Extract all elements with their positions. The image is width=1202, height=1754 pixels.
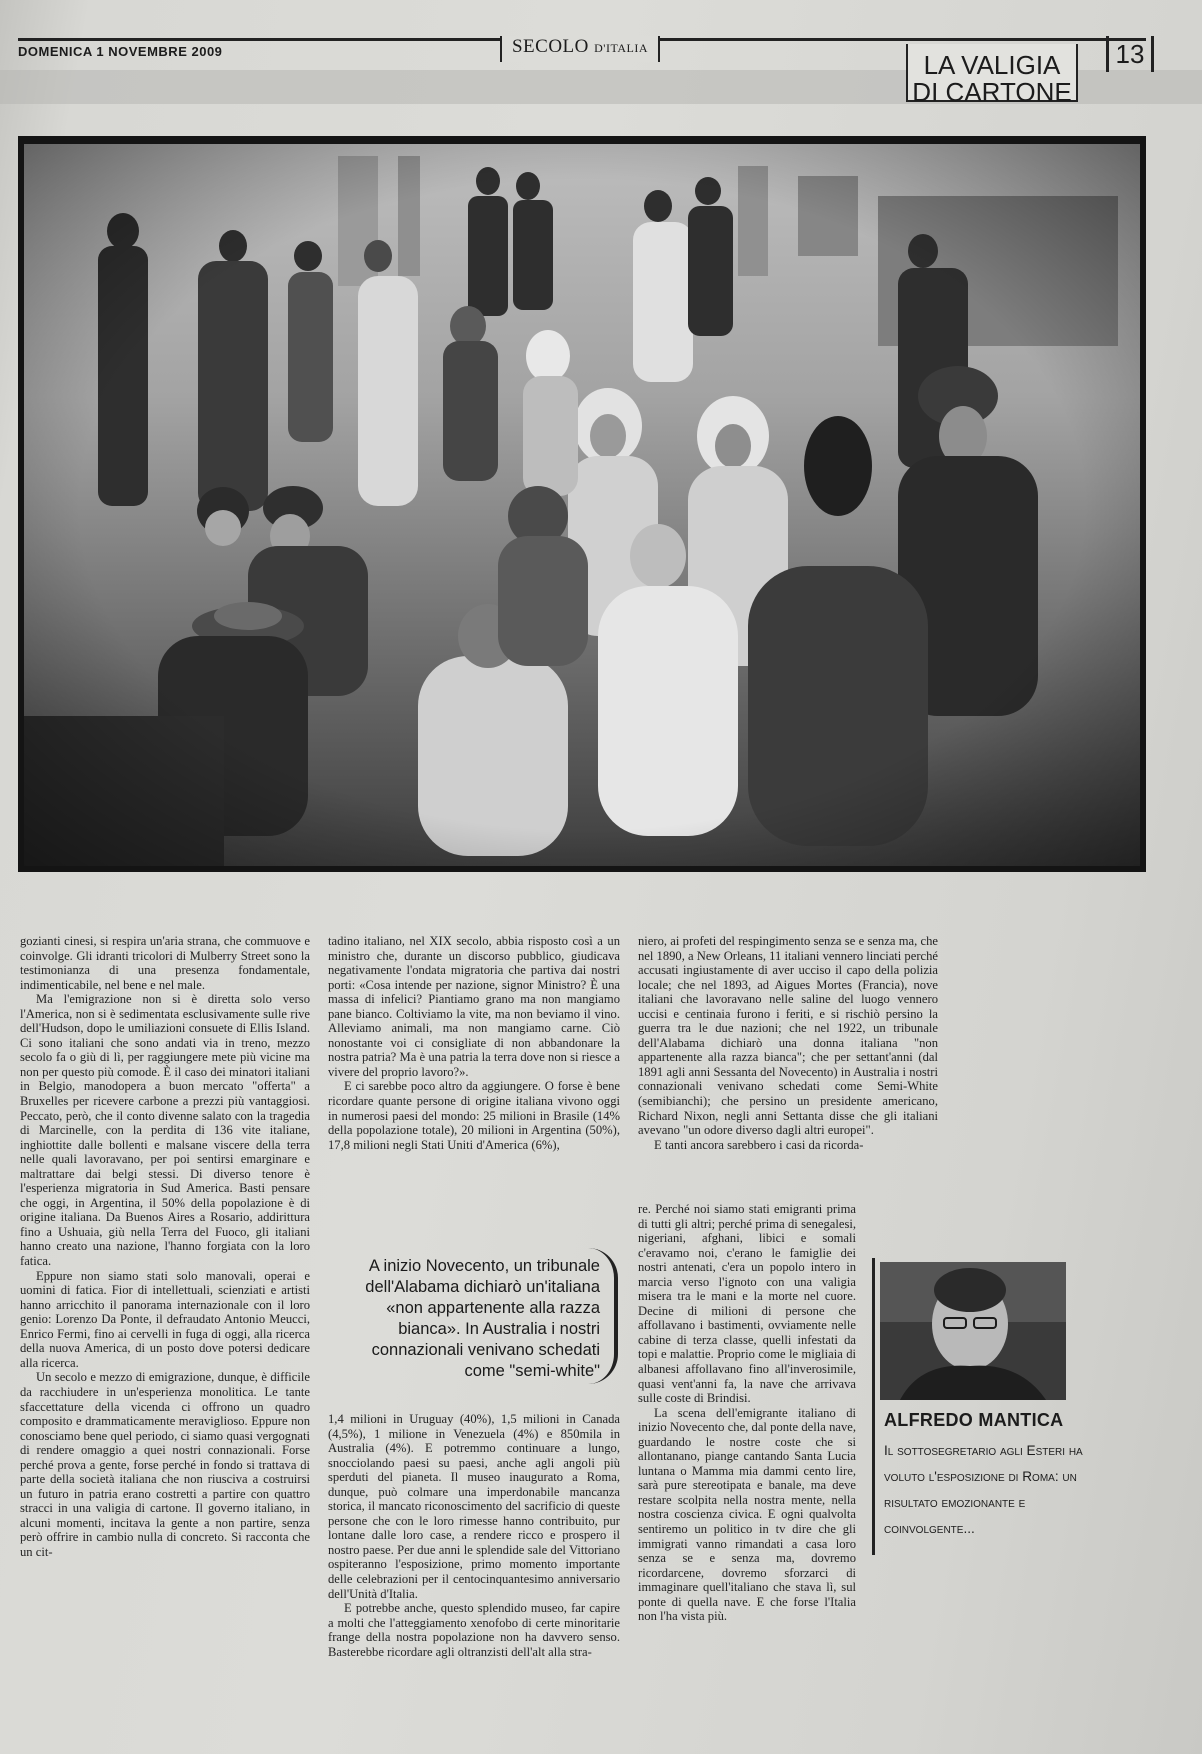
section-title-line1: LA VALIGIA xyxy=(923,50,1061,80)
article-column-2-continued xyxy=(328,1412,620,1659)
paragraph: niero, ai profeti del respingimento senza se e senza ma, che nel 1890, a New Orleans, 11 italiani vennero linciati perché accusati ingiustamente di aver ucciso il capo della polizia locale; che nel 1893, ad Aigues Mortes (Francia), nove italiani che lavoravano nelle saline del luogo vennero uccisi e centinaia furono i feriti, e si rischiò persino la guerra tra le due nazioni; che nel 1922, un tribunale dell'Alabama dichiarò una donna italiana "non appartenente alla razza bianca"; che per settant'anni (dal 1891 agli anni Sessanta del Novecento) in Australia i nostri connazionali venivano schedati come Semi-White (semibianchi); che persino un presidente americano, Richard Nixon, negli anni Settanta disse che gli italiani avevano "un odore diverso dagli altri europei". xyxy=(638,934,938,1138)
pull-quote: A inizio Novecento, un tribunale dell'Alabama dichiarò un'italiana «non appartenente alla razza bianca». In Australia i nostri connazionali venivano schedati come "semi-white" xyxy=(365,1257,600,1380)
article-column-2 xyxy=(328,934,620,1152)
section-title-line2: DI CARTONE xyxy=(912,77,1072,107)
paragraph: tadino italiano, nel XIX secolo, abbia risposto così a un ministro che, durante un discorso pubblico, giudicava negativamente l'ondata migratoria che partiva dai nostri porti: «Cosa intende per nazione, signor Ministro? È una massa di infelici? Piantiamo grano ma non mangiamo pane bianco. Coltiviamo la vite, ma non beviamo il vino. Alleviamo animali, ma non mangiamo carne. Ciò nonostante voi ci consigliate di non abbandonare la nostra patria? Ma è una patria la terra dove non si riesce a vivere del proprio lavoro?». xyxy=(328,934,620,1079)
page-number: 13 xyxy=(1106,36,1154,72)
pull-quote-bracket xyxy=(588,1248,618,1384)
publication-main: SECOLO xyxy=(511,36,589,57)
person-caption: Il sottosegretario agli Esteri ha voluto l'esposizione di Roma: un risultato emozionante e coinvolgente... xyxy=(884,1443,1083,1536)
issue-date: DOMENICA 1 NOVEMBRE 2009 xyxy=(18,38,488,68)
article-column-1 xyxy=(20,934,310,1560)
paragraph: Eppure non siamo stati solo manovali, operai e uomini di fatica. Fior di intellettuali, scienziati e artisti hanno arricchito il panorama internazionale con il loro genio: Lorenzo Da Ponte, il defraudato Antonio Meucci, Enrico Fermi, fino ai cervelli in fuga di oggi, alla ricerca della nuova America, di un posto dove potersi dedicare alla ricerca. xyxy=(20,1268,310,1370)
portrait-photo xyxy=(880,1262,1066,1400)
paragraph: E potrebbe anche, questo splendido museo, far capire a molti che l'atteggiamento xenofobo di certe minoritarie frange della nostra popolazione non ha davvero senso. Basterebbe ricordare agli oltranzisti dell'alt alla stra- xyxy=(328,1601,620,1659)
caption-rule xyxy=(872,1405,875,1555)
paragraph: La scena dell'emigrante italiano di inizio Novecento che, dal ponte della nave, guardando le nostre coste che si allontanano, piange cantando Santa Lucia luntana o Mamma mia dammi cento lire, sarà pure stereotipata e banale, ma deve restare scolpita nella nostra mente, nella nostra coscienza civica. E ogni qualvolta sentiremo un politico in tv dire che gli immigrati vanno rimandati a casa loro senza se e senza ma, dovremo ricordarcene, dovremo sforzarci di immaginare quell'italiano che stava lì, sul ponte di quella nave. E che forse l'Italia non l'ha vista più. xyxy=(638,1405,856,1624)
paragraph: E ci sarebbe poco altro da aggiungere. O forse è bene ricordare quante persone di origine italiana vivono oggi in numerosi paesi del mondo: 25 milioni in Brasile (14% della popolazione totale), 20 milioni in Argentina (50%), 17,8 milioni negli Stati Uniti d'America (6%), xyxy=(328,1079,620,1152)
paragraph: 1,4 milioni in Uruguay (40%), 1,5 milioni in Canada (4,5%), 1 milione in Venezuela (4%) e 850mila in Australia (4%). E potremmo continuare a lungo, snocciolando paesi su paesi, anche agli angoli più sperduti del pianeta. Il museo inaugurato a Roma, dunque, può colmare una imperdonabile mancanza storica, il mancato riconoscimento del sacrificio di queste persone che con le loro rimesse hanno contribuito, pur lontane dalle loro case, a rendere ricco e prospero il nostro paese. Per due anni le splendide sale del Vittoriano ospiteranno l'esposizione, primo momento importante delle celebrazioni per il centocinquantesimo anniversario dell'Unità d'Italia. xyxy=(328,1412,620,1601)
person-portrait-icon xyxy=(880,1262,1066,1400)
paragraph: Ma l'emigrazione non si è diretta solo verso l'America, non si è sedimentata esclusivamente sulle rive dell'Hudson, dopo le umiliazioni consuete di Ellis Island. Ci sono italiani che sono andati via in treno, mezzo secolo fa o giù di lì, per raggiungere mete più vicine ma non per questo più comode. È il caso dei minatori italiani in Belgio, manodopera a buon mercato "offerta" a Bruxelles per ricevere carbone a prezzi più vantaggiosi. Peccato, però, che il conto divenne salato con la tragedia di Marcinelle, con la perdita di 136 vite italiane, inghiottite dalle bollenti e malsane viscere della terra nelle quali lavoravano, per poi sentirsi emarginare e maltrattare dai belgi stessi. Di diverso tenore è l'esperienza migratoria in Sud America. Basti pensare che oggi, in Argentina, il 50% della popolazione è di origine italiana. Da Buenos Aires a Rosario, addirittura fino a Ushuaia, giù nella Terra del Fuoco, gli italiani hanno creato una nazione, l'hanno forgiata con la loro fatica. xyxy=(20,992,310,1269)
article-column-3 xyxy=(638,934,938,1152)
publication-name xyxy=(500,36,660,62)
paragraph: Un secolo e mezzo di emigrazione, dunque, è difficile da racchiudere in un'esperienza monolitica. Le tante sfaccettature della vicenda ci offrono un quadro composito e drammaticamente meraviglioso. Eppure non conosciamo bene quel periodo, ci siamo quasi vergognati di rendere omaggio a quei nostri connazionali. Forse perché prova a gente, forse perché in fondo si trattava di parte della società italiana che non riusciva a costruirsi un futuro in patria erano costretti a partire con quattro stracci in una valigia di cartone. Il governo italiano, in alcuni momenti, incitava la gente a non partire, senza però offrire in cambio nulla di concreto. Si racconta che un cit- xyxy=(20,1370,310,1559)
publication-sub: D'ITALIA xyxy=(594,41,648,55)
paragraph: re. Perché noi siamo stati emigranti prima di tutti gli altri; perché prima di senegalesi, nigeriani, afghani, libici e somali c'eravamo noi, c'erano le famiglie dei nostri antenati, c'era un popolo intero in marcia verso l'ignoto con una valigia misera tra le mani e la morte nel cuore. Decine di milioni di persone che affollavano i bastimenti, ovviamente nelle cabine di terza classe, quelli infestati da topi e malattie. Proprio come le migliaia di albanesi affollavano fino all'inverosimile, quasi vent'anni fa, la nave che arrivava sulle coste di Brindisi. xyxy=(638,1202,856,1406)
paragraph: E tanti ancora sarebbero i casi da ricorda- xyxy=(654,1137,864,1152)
person-name: ALFREDO MANTICA xyxy=(884,1410,1064,1430)
photo-emigrants-icon xyxy=(18,136,1146,872)
section-title xyxy=(906,44,1078,107)
article-column-3-continued xyxy=(638,1202,856,1624)
paragraph: gozianti cinesi, si respira un'aria strana, che commuove e coinvolge. Gli idranti tricolori di Mulberry Street sono la testimonianza di una presenza fondamentale, indimenticabile, nel bene e nel male. xyxy=(20,934,310,992)
main-photo xyxy=(18,136,1146,872)
